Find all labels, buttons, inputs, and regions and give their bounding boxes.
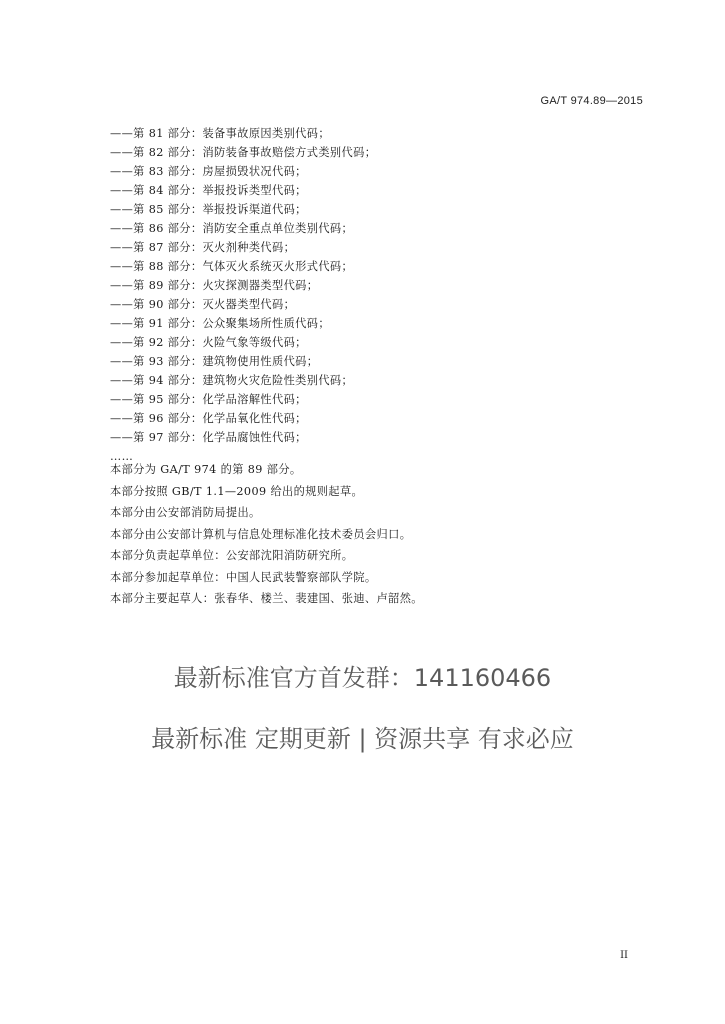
part-item-93: ——第 93 部分：建筑物使用性质代码；	[110, 355, 319, 368]
part-item-95: ——第 95 部分：化学品溶解性代码；	[110, 393, 307, 406]
standard-code: GA/T 974.89—2015	[540, 95, 643, 107]
part-item-83: ——第 83 部分：房屋损毁状况代码；	[110, 165, 307, 178]
part-item-84: ——第 84 部分：举报投诉类型代码；	[110, 184, 307, 197]
part-item-88: ——第 88 部分：气体灭火系统灭火形式代码；	[110, 260, 354, 273]
promo-line-1: 最新标准官方首发群：141160466	[173, 664, 552, 692]
part-item-97: ——第 97 部分：化学品腐蚀性代码；	[110, 431, 307, 444]
part-item-82: ——第 82 部分：消防装备事故赔偿方式类别代码；	[110, 146, 377, 159]
foreword-paragraph: 本部分由公安部计算机与信息处理标准化技术委员会归口。	[110, 527, 412, 541]
page-number: II	[620, 950, 628, 961]
foreword-paragraphs	[110, 459, 423, 610]
part-item-96: ——第 96 部分：化学品氧化性代码；	[110, 412, 307, 425]
list-ellipsis: ……	[110, 450, 134, 463]
foreword-paragraph: 本部分为 GA/T 974 的第 89 部分。	[110, 463, 302, 476]
part-item-86: ——第 86 部分：消防安全重点单位类别代码；	[110, 222, 354, 235]
part-item-81: ——第 81 部分：装备事故原因类别代码；	[110, 127, 330, 140]
part-item-85: ——第 85 部分：举报投诉渠道代码；	[110, 203, 307, 216]
parts-list	[110, 124, 376, 466]
foreword-paragraph: 本部分按照 GB/T 1.1—2009 给出的规则起草。	[110, 484, 364, 498]
part-item-89: ——第 89 部分：火灾探测器类型代码；	[110, 279, 319, 292]
foreword-paragraph: 本部分由公安部消防局提出。	[110, 506, 261, 519]
foreword-paragraph: 本部分参加起草单位：中国人民武装警察部队学院。	[110, 570, 377, 584]
part-item-87: ——第 87 部分：灭火剂种类代码；	[110, 241, 296, 254]
foreword-paragraph: 本部分负责起草单位：公安部沈阳消防研究所。	[110, 549, 354, 562]
promo-line-2: 最新标准 定期更新 | 资源共享 有求必应	[151, 725, 574, 753]
part-item-94: ——第 94 部分：建筑物火灾危险性类别代码；	[110, 374, 354, 387]
foreword-paragraph: 本部分主要起草人：张春华、楼兰、裴建国、张迪、卢韶然。	[110, 592, 423, 605]
part-item-91: ——第 91 部分：公众聚集场所性质代码；	[110, 317, 330, 330]
part-item-90: ——第 90 部分：灭火器类型代码；	[110, 298, 296, 311]
part-item-92: ——第 92 部分：火险气象等级代码；	[110, 336, 307, 349]
